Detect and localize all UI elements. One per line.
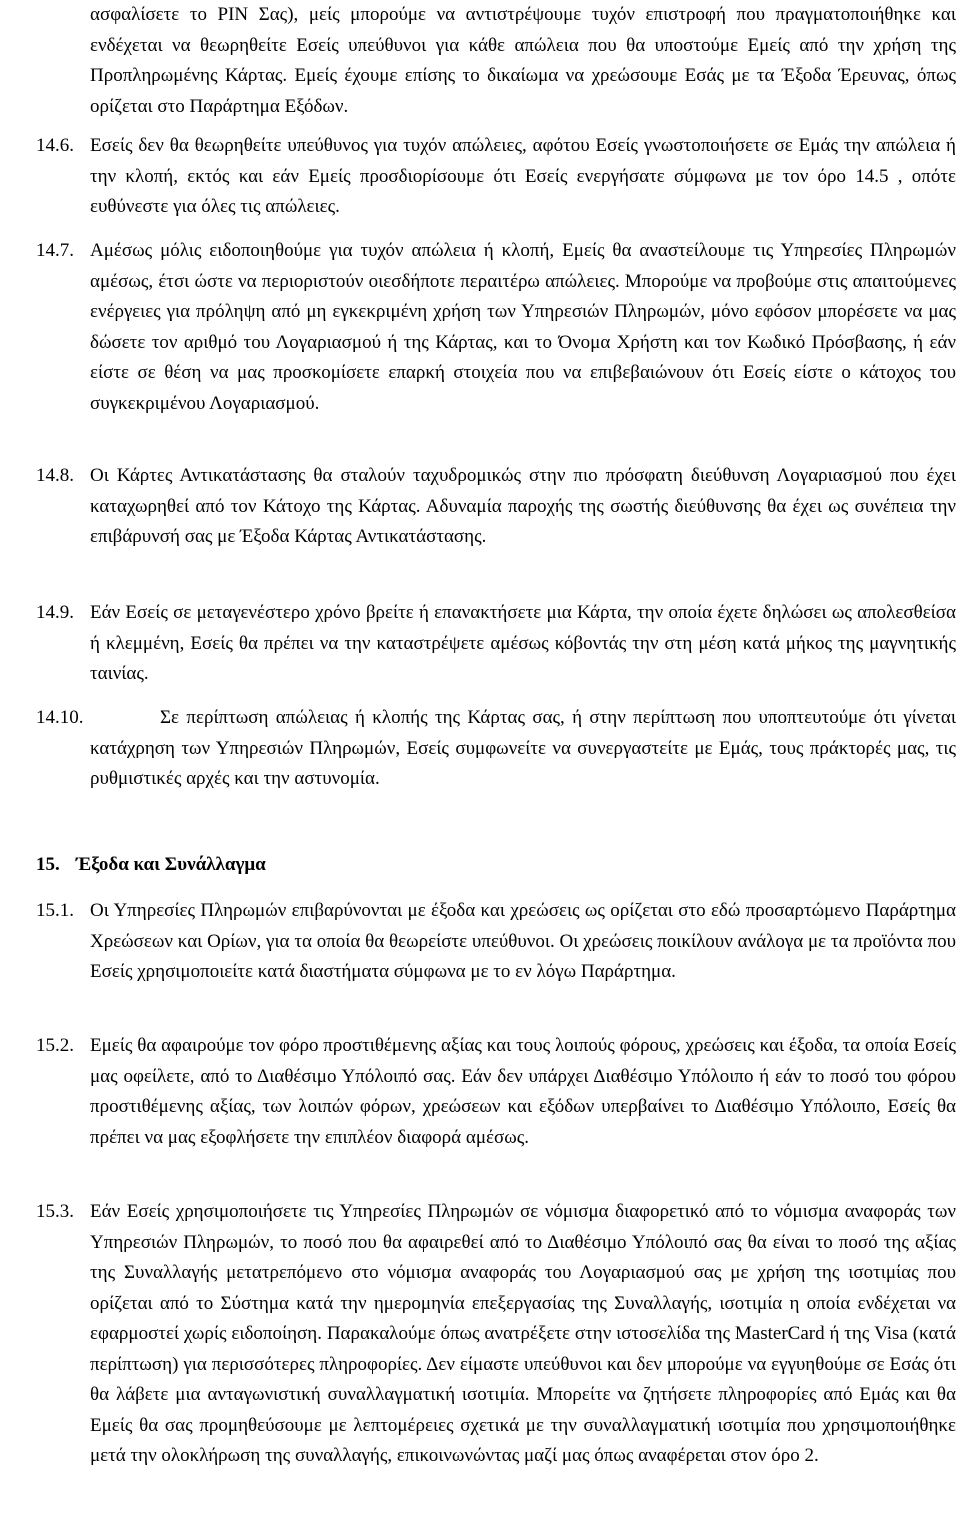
clause-text: Σε περίπτωση απώλειας ή κλοπής της Κάρτας σας, ή στην περίπτωση που υποπτευτούμε ότι γίνεται κατάχρηση των Υπηρεσιών Πληρωμών, Εσείς συμφωνείτε να συνεργαστείτε με Εμάς, τους πράκτορές μας, τις ρυθμιστικές αρχές και την αστυνομία. xyxy=(90,707,956,789)
clause-15-1 xyxy=(36,896,956,988)
section-number: 15. xyxy=(36,854,60,875)
clause-number: 14.9. xyxy=(36,602,74,623)
clause-text: Εάν Εσείς χρησιμοποιήσετε τις Υπηρεσίες Πληρωμών σε νόμισμα διαφορετικό από το νόμισμα αναφοράς των Υπηρεσιών Πληρωμών, το ποσό που θα αφαιρεθεί από το Διαθέσιμο Υπόλοιπό σας θα είναι το ποσό της αξίας της Συναλλαγής μετατρεπόμενο στο νόμισμα αναφοράς του Λογαριασμού σας με χρήση της ισοτιμίας που ορίζεται από το Σύστημα κατά την ημερομηνία επεξεργασίας της Συναλλαγής, ισοτιμία η οποία ενδέχεται να εφαρμοστεί χωρίς ειδοποίηση. Παρακαλούμε όπως ανατρέξετε στην ιστοσελίδα της MasterCard ή της Visa (κατά περίπτωση) για περισσότερες πληροφορίες. Δεν είμαστε υπεύθυνοι και δεν μπορούμε να εγγυηθούμε σε Εσάς ότι θα λάβετε μια ανταγωνιστική συναλλαγματική ισοτιμία. Μπορείτε να ζητήσετε πληροφορίες από Εμάς και θα Εμείς θα σας προμηθεύσουμε με λεπτομέρειες σχετικά με την συναλλαγματική ισοτιμία που χρησιμοποιήθηκε μετά την ολοκλήρωση της συναλλαγής, επικοινωνώντας μαζί μας όπως αναφέρεται στον όρο 2. xyxy=(90,1201,956,1466)
clause-14-7 xyxy=(36,236,956,419)
section-title: Έξοδα και Συνάλλαγμα xyxy=(76,854,266,875)
clause-14-10 xyxy=(36,703,956,795)
clause-number: 14.8. xyxy=(36,465,74,486)
clause-number: 15.2. xyxy=(36,1035,74,1056)
clause-15-2 xyxy=(36,1031,956,1153)
clause-15-3 xyxy=(36,1197,956,1472)
clause-text: Εάν Εσείς σε μεταγενέστερο χρόνο βρείτε ή επανακτήσετε μια Κάρτα, την οποία έχετε δηλώσει ως απολεσθείσα ή κλεμμένη, Εσείς θα πρέπει να την καταστρέψετε αμέσως κόβοντάς την στη μέση κατά μήκος της μαγνητικής ταινίας. xyxy=(90,602,956,684)
clause-text: Εμείς θα αφαιρούμε τον φόρο προστιθέμενης αξίας και τους λοιπούς φόρους, χρεώσεις και έξοδα, τα οποία Εσείς μας οφείλετε, από το Διαθέσιμο Υπόλοιπό σας. Εάν δεν υπάρχει Διαθέσιμο Υπόλοιπο ή εάν το ποσό του φόρου προστιθέμενης αξίας, των λοιπών φόρων, χρεώσεων και εξόδων υπερβαίνει το Διαθέσιμο Υπόλοιπο, Εσείς θα πρέπει να μας εξοφλήσετε την επιπλέον διαφορά αμέσως. xyxy=(90,1035,956,1148)
clause-14-6 xyxy=(36,131,956,223)
clause-number: 15.3. xyxy=(36,1201,74,1222)
clause-14-8 xyxy=(36,461,956,553)
clause-number: 14.6. xyxy=(36,135,74,156)
clause-text: Οι Υπηρεσίες Πληρωμών επιβαρύνονται με έξοδα και χρεώσεις ως ορίζεται στο εδώ προσαρτώμενο Παράρτημα Χρεώσεων και Ορίων, για τα οποία θα θεωρείστε υπεύθυνοι. Οι χρεώσεις ποικίλουν ανάλογα με τα προϊόντα που Εσείς χρησιμοποιείτε κατά διαστήματα σύμφωνα με το εν λόγω Παράρτημα. xyxy=(90,900,956,982)
clause-14-9 xyxy=(36,598,956,690)
clause-text: Οι Κάρτες Αντικατάστασης θα σταλούν ταχυδρομικώς στην πιο πρόσφατη διεύθυνση Λογαριασμού που έχει καταχωρηθεί από τον Κάτοχο της Κάρτας. Αδυναμία παροχής της σωστής διεύθυνσης θα έχει ως συνέπεια την επιβάρυνσή σας με Έξοδα Κάρτας Αντικατάστασης. xyxy=(90,465,956,547)
clause-text: Αμέσως μόλις ειδοποιηθούμε για τυχόν απώλεια ή κλοπή, Εμείς θα αναστείλουμε τις Υπηρεσίες Πληρωμών αμέσως, έτσι ώστε να περιοριστούν οιεσδήποτε περαιτέρω απώλειες. Μπορούμε να προβούμε στις απαιτούμενες ενέργειες για πρόληψη από μη εγκεκριμένη χρήση των Υπηρεσιών Πληρωμών, μόνο εφόσον μπορέσετε να μας δώσετε τον αριθμό του Λογαριασμού ή της Κάρτας, και το Όνομα Χρήστη και τον Κωδικό Πρόσβασης, ή εάν είστε σε θέση να μας προσκομίσετε επαρκή στοιχεία που να επιβεβαιώνουν ότι Εσείς είστε ο κάτοχος του συγκεκριμένου Λογαριασμού. xyxy=(90,240,956,414)
clause-number: 14.7. xyxy=(36,240,74,261)
clause-text: Εσείς δεν θα θεωρηθείτε υπεύθυνος για τυχόν απώλειες, αφότου Εσείς γνωστοποιήσετε σε Εμάς την απώλεια ή την κλοπή, εκτός και εάν Εμείς προσδιορίσουμε ότι Εσείς ενεργήσατε σύμφωνα με τον όρο 14.5 , οπότε ευθύνεστε για όλες τις απώλειες. xyxy=(90,135,956,217)
clause-number: 15.1. xyxy=(36,900,74,921)
continuation-paragraph: ασφαλίσετε το PIN Σας), μείς μπορούμε να αντιστρέψουμε τυχόν επιστροφή που πραγματοποιήθηκε και ενδέχεται να θεωρηθείτε Εσείς υπεύθυνοι για κάθε απώλεια που θα υποστούμε Εμείς από την χρήση της Προπληρωμένης Κάρτας. Εμείς έχουμε επίσης το δικαίωμα να χρεώσουμε Εσάς με τα Έξοδα Έρευνας, όπως ορίζεται στο Παράρτημα Εξόδων. xyxy=(90,4,956,117)
clause-number: 14.10. xyxy=(36,707,84,728)
section-heading xyxy=(36,850,266,880)
